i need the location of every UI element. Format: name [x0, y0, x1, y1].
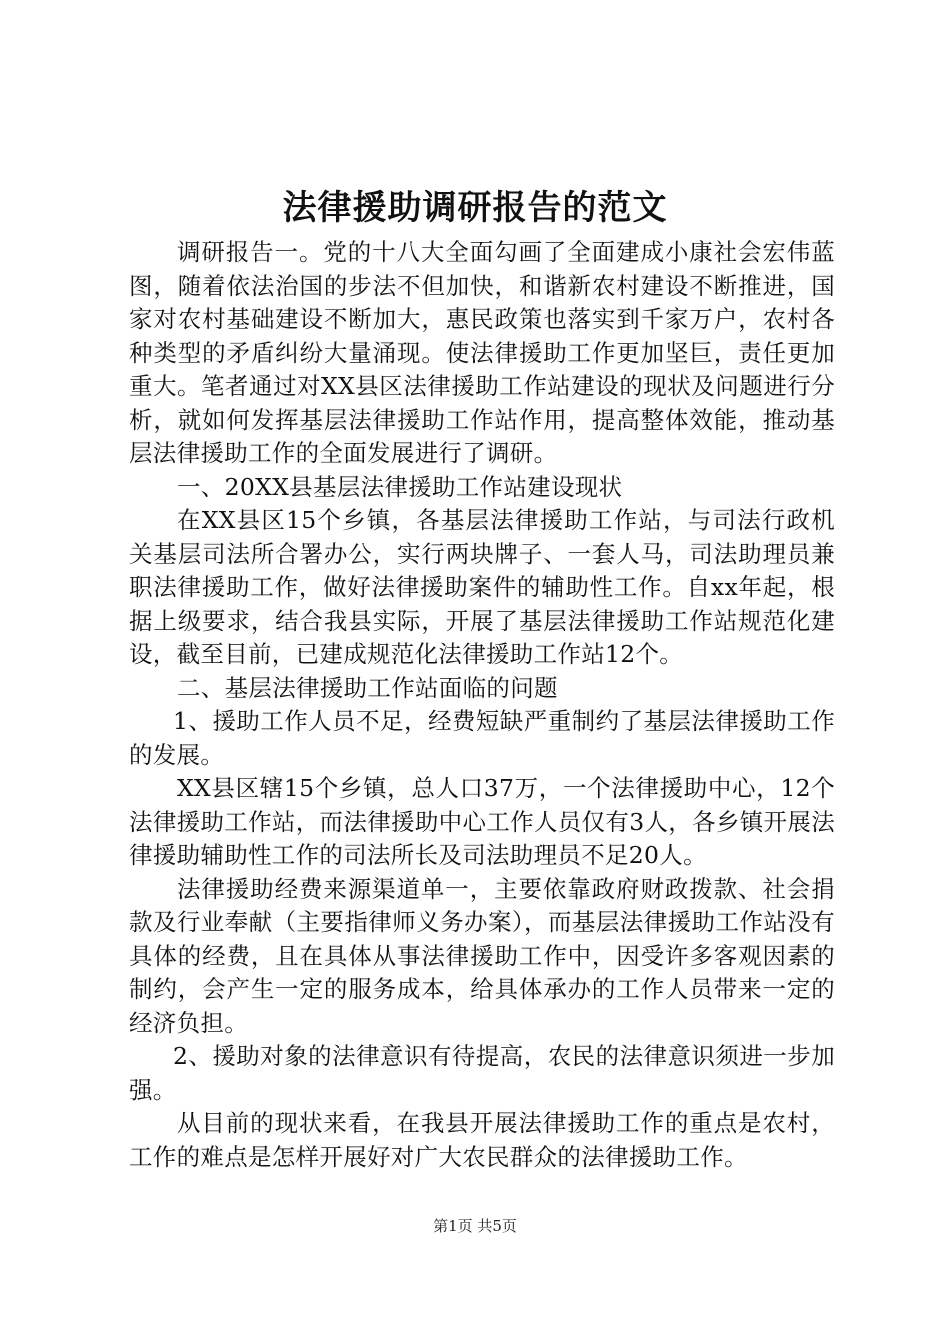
subheading-legal-awareness: 2、援助对象的法律意识有待提高，农民的法律意识须进一步加强。: [129, 1042, 835, 1104]
paragraph-current-status: 从目前的现状来看，在我县开展法律援助工作的重点是农村，工作的难点是怎样开展好对广大农民群众的法律援助工作。: [129, 1109, 835, 1171]
section-heading-2: 二、基层法律援助工作站面临的问题: [177, 673, 558, 702]
paragraph-staff: XX县区辖15个乡镇，总人口37万，一个法律援助中心，12个法律援助工作站，而法律援助中心工作人员仅有3人，各乡镇开展法律援助辅助性工作的司法所长及司法助理员不足20人。: [129, 774, 835, 869]
paragraph-status: 在XX县区15个乡镇，各基层法律援助工作站，与司法行政机关基层司法所合署办公，实行两块牌子、一套人马，司法助理员兼职法律援助工作，做好法律援助案件的辅助性工作。自xx年起，根据上级要求，结合我县实际，开展了基层法律援助工作站规范化建设，截至目前，已建成规范化法律援助工作站12个。: [129, 506, 835, 668]
document-body: [129, 236, 835, 1174]
paragraph-funding: 法律援助经费来源渠道单一，主要依靠政府财政拨款、社会捐款及行业奉献（主要指律师义务办案），而基层法律援助工作站没有具体的经费，且在具体从事法律援助工作中，因受许多客观因素的制约，会产生一定的服务成本，给具体承办的工作人员带来一定的经济负担。: [129, 874, 835, 1037]
section-heading-1: 一、20XX县基层法律援助工作站建设现状: [177, 472, 623, 501]
page-footer: 第1页 共5页: [433, 1217, 517, 1235]
subheading-staff-funding: 1、援助工作人员不足，经费短缺严重制约了基层法律援助工作的发展。: [129, 707, 835, 769]
paragraph-intro: 调研报告一。党的十八大全面勾画了全面建成小康社会宏伟蓝图，随着依法治国的步法不但加快，和谐新农村建设不断推进，国家对农村基础建设不断加大，惠民政策也落实到千家万户，农村各种类型的矛盾纠纷大量涌现。使法律援助工作更加坚巨，责任更加重大。笔者通过对XX县区法律援助工作站建设的现状及问题进行分析，就如何发挥基层法律援助工作站作用，提高整体效能，推动基层法律援助工作的全面发展进行了调研。: [129, 238, 835, 467]
document-title: 法律援助调研报告的范文: [282, 188, 668, 228]
